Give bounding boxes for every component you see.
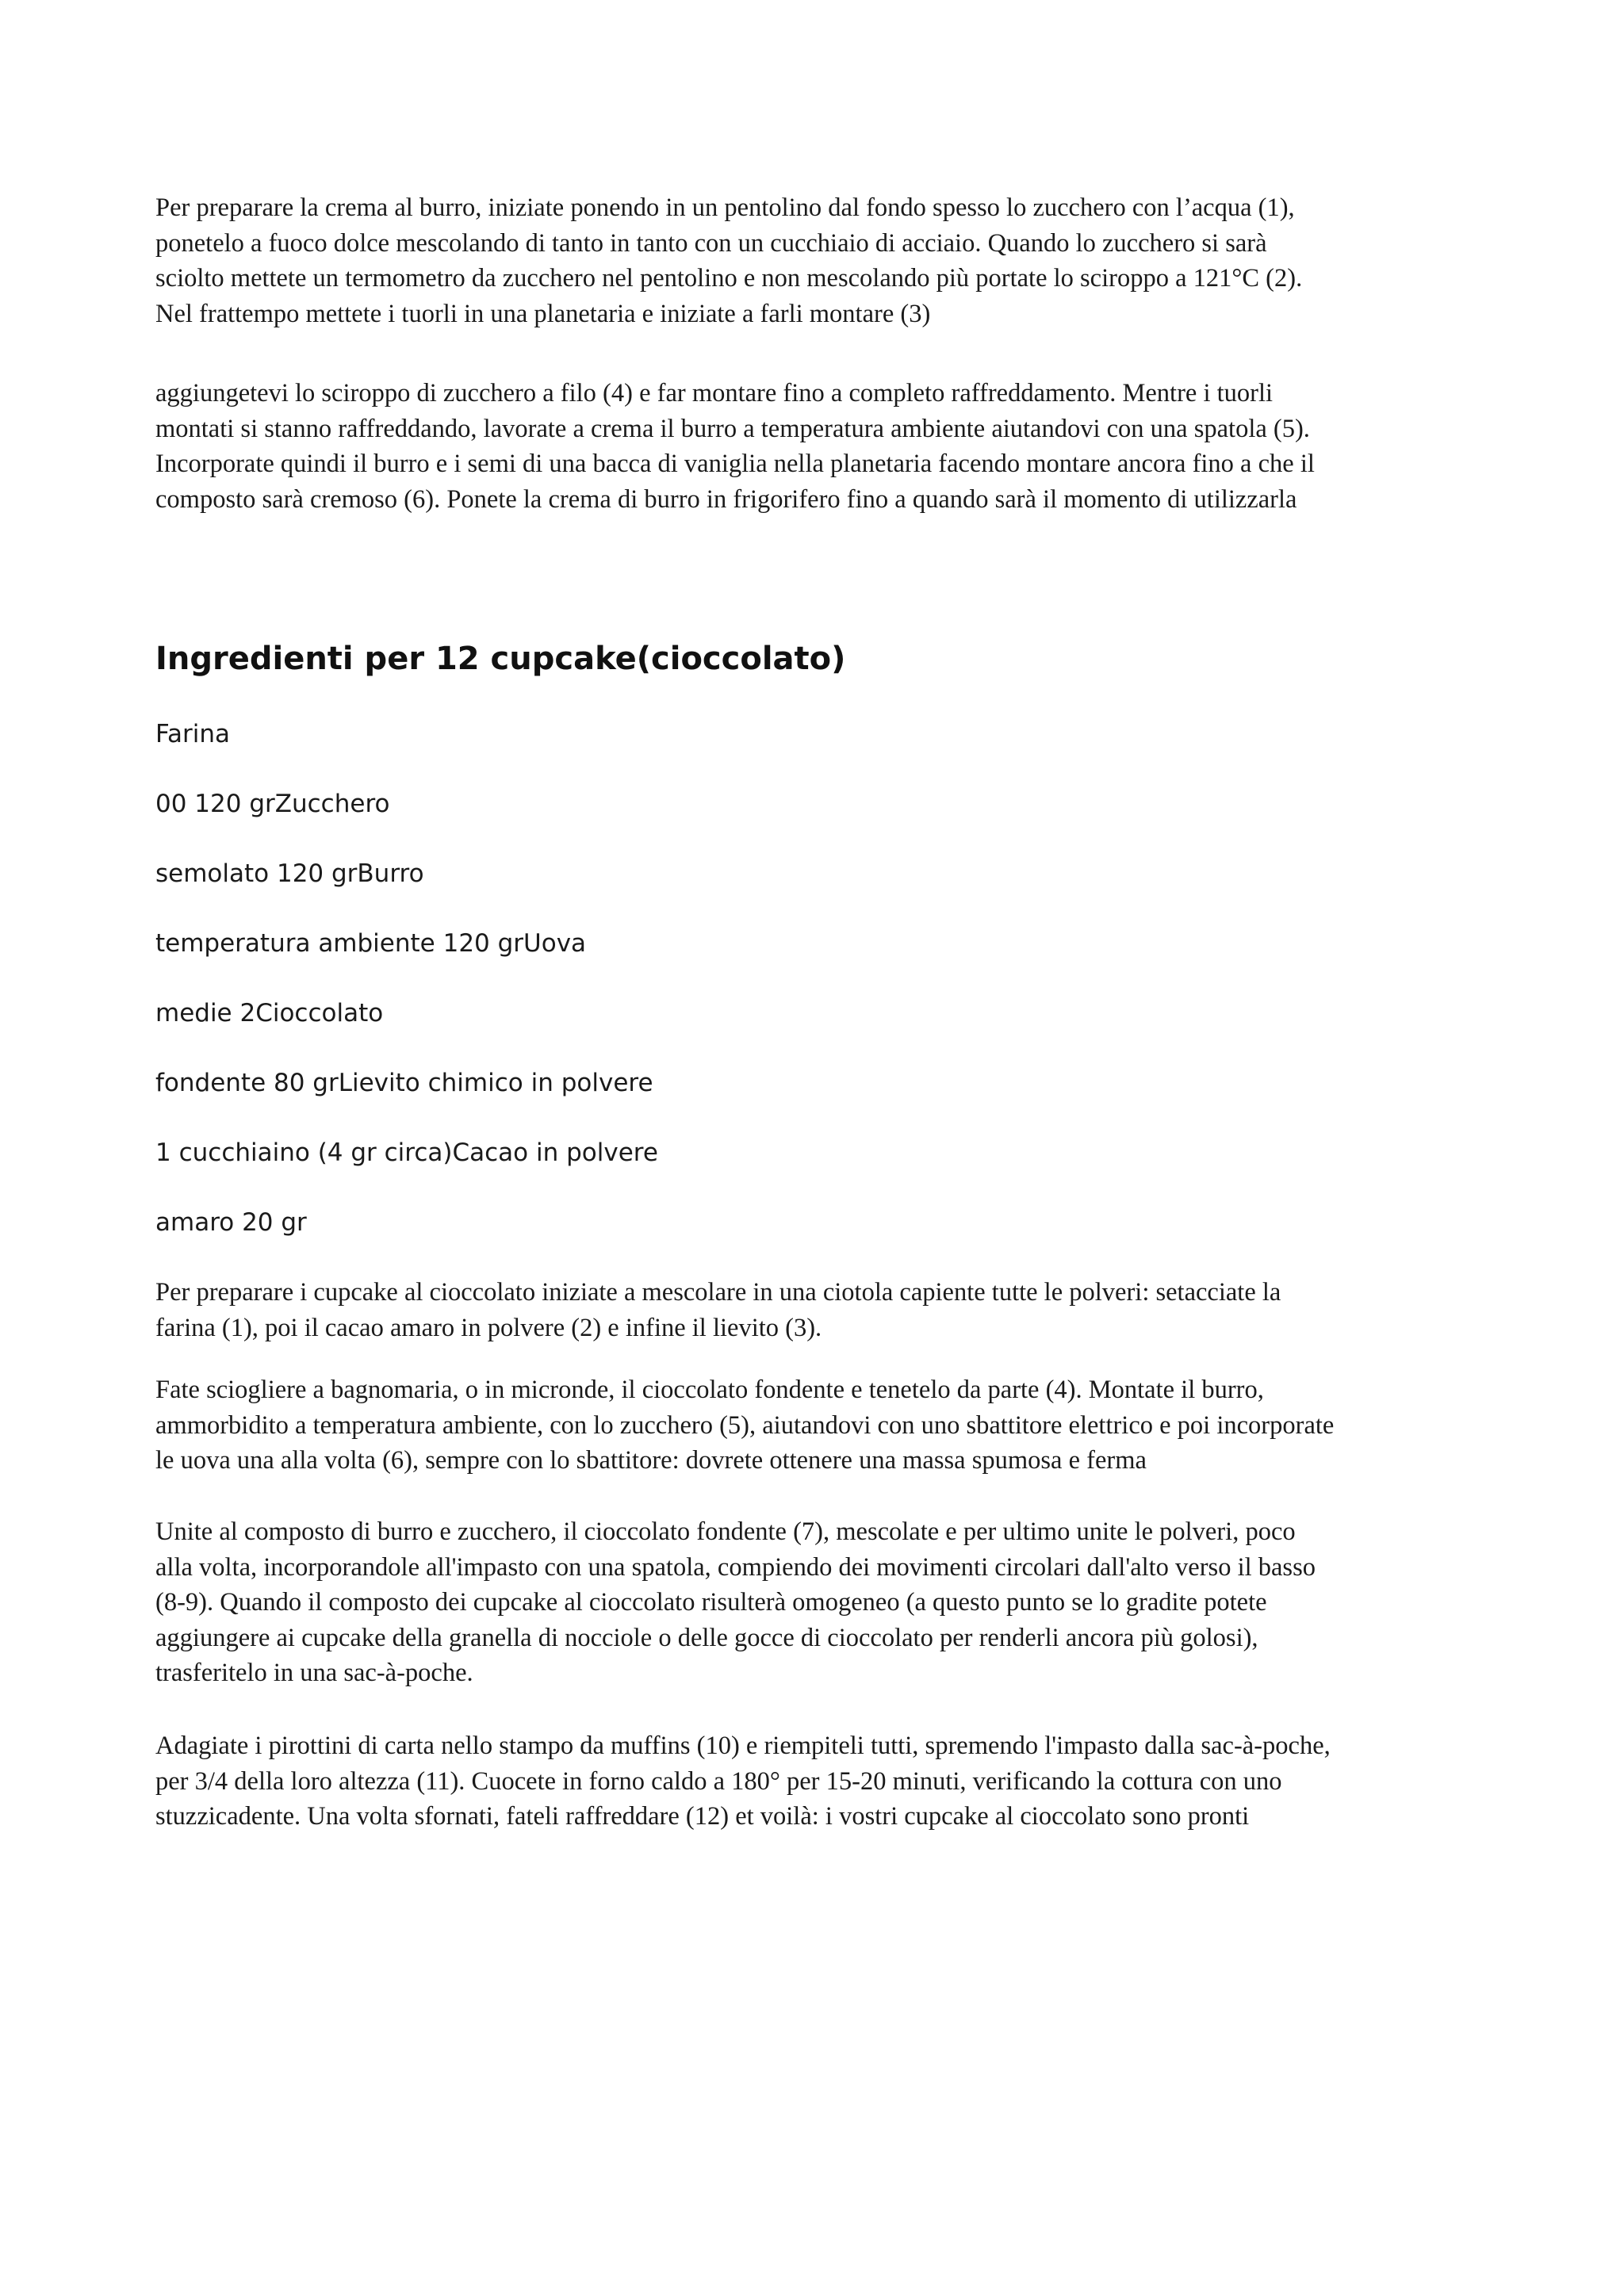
- text-line: ponetelo a fuoco dolce mescolando di tanto in tanto con un cucchiaio di acciaio. Quando lo zucchero si sarà: [155, 228, 1267, 258]
- ingredient-line: 1 cucchiaino (4 gr circa)Cacao in polvere: [155, 1138, 658, 1167]
- text-line: Fate sciogliere a bagnomaria, o in micronde, il cioccolato fondente e tenetelo da parte (4). Montate il burro,: [155, 1376, 1264, 1404]
- paragraph-buttercream-1: [155, 190, 1503, 331]
- ingredient-line: fondente 80 grLievito chimico in polvere: [155, 1069, 653, 1097]
- text-line: Per preparare la crema al burro, iniziate ponendo in un pentolino dal fondo spesso lo zucchero con l’acqua (1),: [155, 193, 1295, 222]
- text-line: Nel frattempo mettete i tuorli in una planetaria e iniziate a farli montare (3): [155, 299, 931, 328]
- text-line: farina (1), poi il cacao amaro in polvere (2) e infine il lievito (3).: [155, 1313, 822, 1342]
- text-line: aggiungere ai cupcake della granella di nocciole o delle gocce di cioccolato per renderli ancora più golosi),: [155, 1623, 1258, 1652]
- ingredient-line: amaro 20 gr: [155, 1208, 307, 1237]
- paragraph-cupcake-4: [155, 1728, 1503, 1835]
- text-line: Unite al composto di burro e zucchero, il cioccolato fondente (7), mescolate e per ultimo unite le polveri, poco: [155, 1517, 1296, 1546]
- paragraph-cupcake-1: [155, 1275, 1503, 1345]
- text-line: stuzzicadente. Una volta sfornati, fateli raffreddare (12) et voilà: i vostri cupcake al cioccolato sono pronti: [155, 1802, 1250, 1831]
- text-line: trasferitelo in una sac-à-poche.: [155, 1659, 473, 1687]
- text-line: Incorporate quindi il burro e i semi di una bacca di vaniglia nella planetaria facendo montare ancora fino a che il: [155, 450, 1315, 478]
- text-line: aggiungetevi lo sciroppo di zucchero a filo (4) e far montare fino a completo raffreddamento. Mentre i tuorli: [155, 379, 1274, 408]
- paragraph-cupcake-2: [155, 1372, 1503, 1479]
- ingredient-line: Farina: [155, 720, 230, 748]
- ingredient-line: 00 120 grZucchero: [155, 790, 390, 818]
- text-line: montati si stanno raffreddando, lavorate a crema il burro a temperatura ambiente aiutandovi con una spatola (5).: [155, 414, 1310, 443]
- text-line: alla volta, incorporandole all'impasto con una spatola, compiendo dei movimenti circolari dall'alto verso il basso: [155, 1552, 1316, 1582]
- paragraph-cupcake-3: [155, 1514, 1503, 1691]
- text-line: (8-9). Quando il composto dei cupcake al cioccolato risulterà omogeneo (a questo punto se lo gradite potete: [155, 1588, 1267, 1617]
- text-line: Per preparare i cupcake al cioccolato iniziate a mescolare in una ciotola capiente tutte le polveri: setacciate la: [155, 1278, 1281, 1307]
- ingredient-line: temperatura ambiente 120 grUova: [155, 929, 587, 958]
- text-line: composto sarà cremoso (6). Ponete la crema di burro in frigorifero fino a quando sarà il momento di utilizzarla: [155, 484, 1297, 514]
- text-line: per 3/4 della loro altezza (11). Cuocete in forno caldo a 180° per 15-20 minuti, verificando la cottura con uno: [155, 1766, 1282, 1796]
- text-line: Adagiate i pirottini di carta nello stampo da muffins (10) e riempiteli tutti, spremendo l'impasto dalla sac-à-poche,: [155, 1732, 1331, 1760]
- ingredient-line: semolato 120 grBurro: [155, 859, 424, 888]
- text-line: le uova una alla volta (6), sempre con lo sbattitore: dovrete ottenere una massa spumosa e ferma: [155, 1446, 1147, 1475]
- text-line: ammorbidito a temperatura ambiente, con lo zucchero (5), aiutandovi con uno sbattitore elettrico e poi incorporate: [155, 1410, 1335, 1440]
- text-line: sciolto mettete un termometro da zucchero nel pentolino e non mescolando più portate lo sciroppo a 121°C (2).: [155, 264, 1303, 293]
- ingredients-heading: Ingredienti per 12 cupcake(cioccolato): [155, 641, 846, 677]
- paragraph-buttercream-2: [155, 376, 1503, 517]
- ingredient-line: medie 2Cioccolato: [155, 999, 384, 1027]
